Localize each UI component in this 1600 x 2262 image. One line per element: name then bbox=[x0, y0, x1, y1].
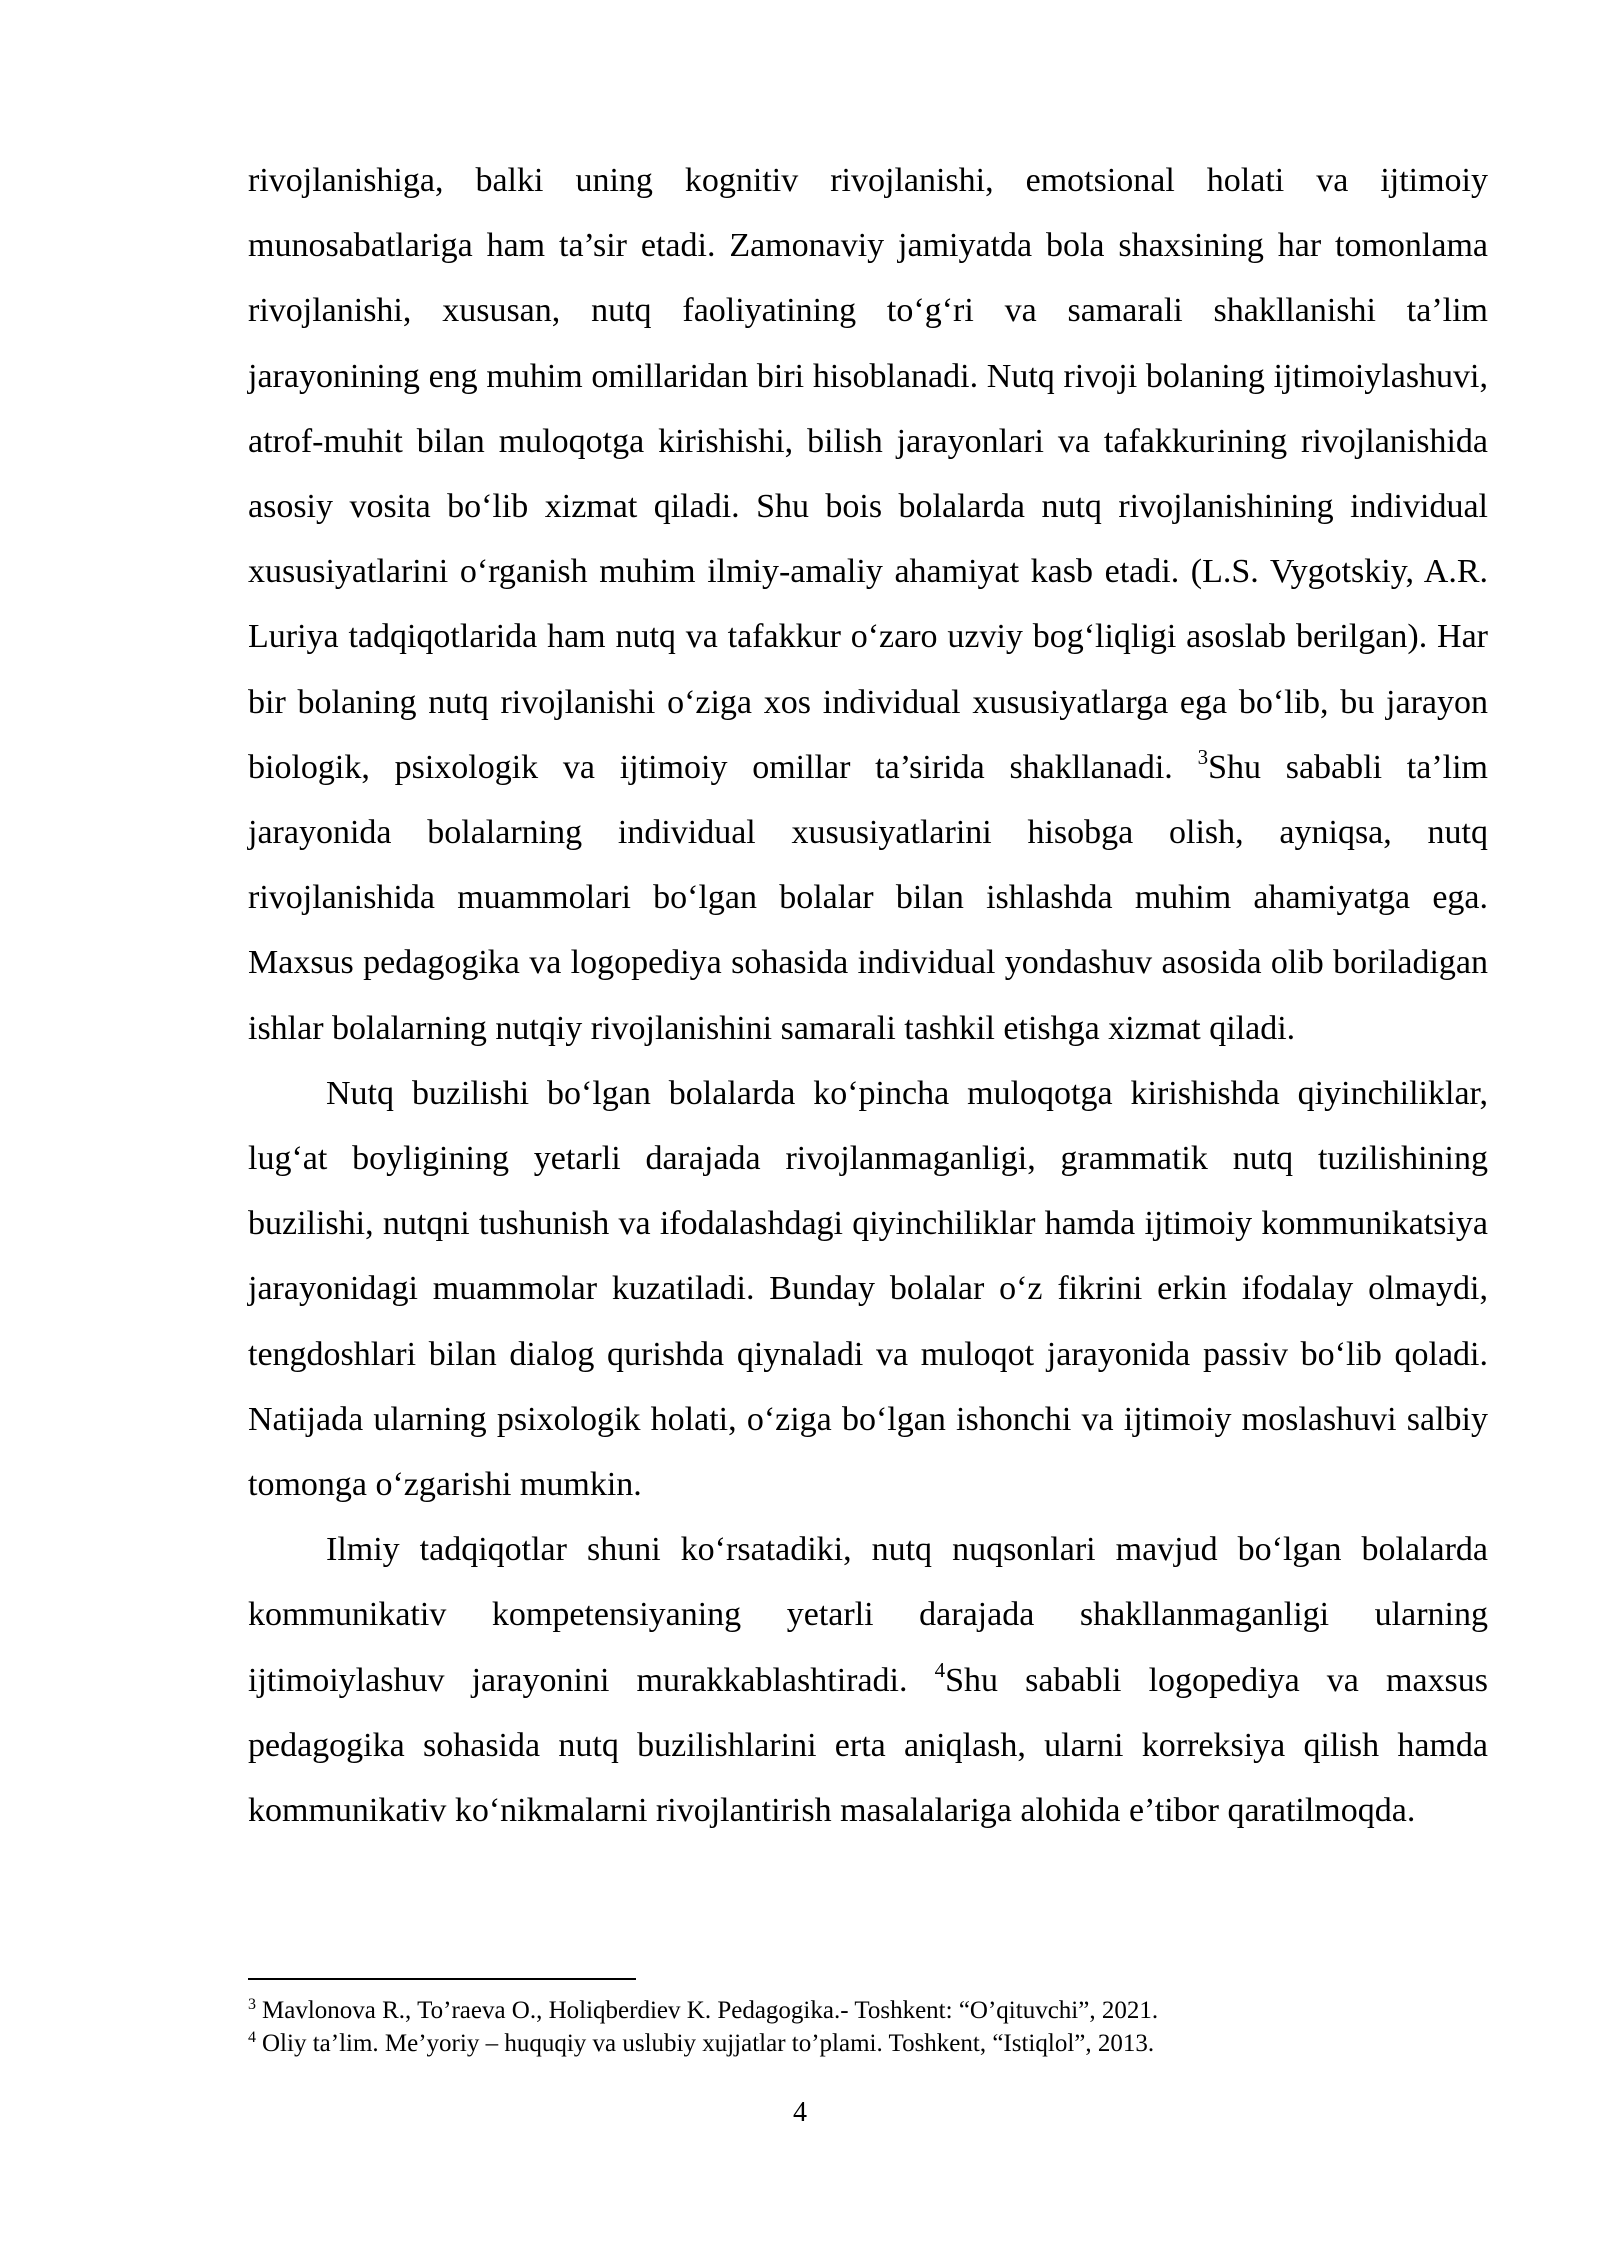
footnote-4-marker: 4 bbox=[248, 2029, 256, 2046]
body-text bbox=[248, 148, 1488, 1843]
footnote-3 bbox=[248, 1994, 1488, 2027]
footnote-separator bbox=[248, 1978, 636, 1980]
paragraph-3-text-after: Shu sababli logopediya va maxsus pedagogika sohasida nutq buzilishlarini erta aniqlash, ularni korreksiya qilish hamda kommunikativ ko‘nikmalarni rivojlantirish masalalariga alohida e’tibor qaratilmoqda. bbox=[248, 1661, 1489, 1830]
footnote-reference-3: 3 bbox=[1197, 744, 1209, 769]
paragraph-1 bbox=[248, 148, 1488, 1061]
paragraph-3 bbox=[248, 1517, 1488, 1843]
footnotes bbox=[248, 1994, 1488, 2060]
page-number: 4 bbox=[793, 2097, 807, 2128]
footnote-3-text: Mavlonova R., To’raeva O., Holiqberdiev K. Pedagogika.- Toshkent: “O’qituvchi”, 2021. bbox=[262, 1997, 1159, 2024]
paragraph-1-text-before: rivojlanishiga, balki uning kognitiv rivojlanishi, emotsional holati va ijtimoiy munosabatlariga ham ta’sir etadi. Zamonaviy jamiyatda bola shaxsining har tomonlama rivojlanishi, xususan, nutq faoliyatining to‘g‘ri va samarali shakllanishi ta’lim jarayonining eng muhim omillaridan biri hisoblanadi. Nutq rivoji bolaning ijtimoiylashuvi, atrof-muhit bilan muloqotga kirishishi, bilish jarayonlari va tafakkurining rivojlanishida asosiy vosita bo‘lib xizmat qiladi. Shu bois bolalarda nutq rivojlanishining individual xususiyatlarini o‘rganish muhim ilmiy-amaliy ahamiyat kasb etadi. (L.S. Vygotskiy, A.R. Luriya tadqiqotlarida ham nutq va tafakkur o‘zaro uzviy bog‘liqligi asoslab berilgan). Har bir bolaning nutq rivojlanishi o‘ziga xos individual xususiyatlarga ega bo‘lib, bu jarayon biologik, psixologik va ijtimoiy omillar ta’sirida shakllanadi. bbox=[248, 162, 1488, 786]
paragraph-3-text-before: Ilmiy tadqiqotlar shuni ko‘rsatadiki, nutq nuqsonlari mavjud bo‘lgan bolalarda kommunikativ kompetensiyaning yetarli darajada shakllanmaganligi ularning ijtimoiylashuv jarayonini murakkablashtiradi. bbox=[248, 1531, 1488, 1699]
paragraph-2: Nutq buzilishi bo‘lgan bolalarda ko‘pincha muloqotga kirishishda qiyinchiliklar, lug‘at boyligining yetarli darajada rivojlanmaganligi, grammatik nutq tuzilishining buzilishi, nutqni tushunish va ifodalashdagi qiyinchiliklar hamda ijtimoiy kommunikatsiya jarayonidagi muammolar kuzatiladi. Bunday bolalar o‘z fikrini erkin ifodalay olmaydi, tengdoshlari bilan dialog qurishda qiynaladi va muloqot jarayonida passiv bo‘lib qoladi. Natijada ularning psixologik holati, o‘ziga bo‘lgan ishonchi va ijtimoiy moslashuvi salbiy tomonga o‘zgarishi mumkin. bbox=[248, 1074, 1488, 1504]
paragraph-1-text-after: Shu sababli ta’lim jarayonida bolalarning individual xususiyatlarini hisobga olish, ayniqsa, nutq rivojlanishida muammolari bo‘lgan bolalar bilan ishlashda muhim ahamiyatga ega. Maxsus pedagogika va logopediya sohasida individual yondashuv asosida olib boriladigan ishlar bolalarning nutqiy rivojlanishini samarali tashkil etishga xizmat qiladi. bbox=[248, 748, 1488, 1047]
footnote-4 bbox=[248, 2027, 1488, 2060]
footnote-reference-4: 4 bbox=[934, 1657, 946, 1682]
footnote-3-marker: 3 bbox=[248, 1996, 256, 2013]
footnote-4-text: Oliy ta’lim. Me’yoriy – huquqiy va uslubiy xujjatlar to’plami. Toshkent, “Istiqlol”, 2013. bbox=[262, 2030, 1155, 2057]
